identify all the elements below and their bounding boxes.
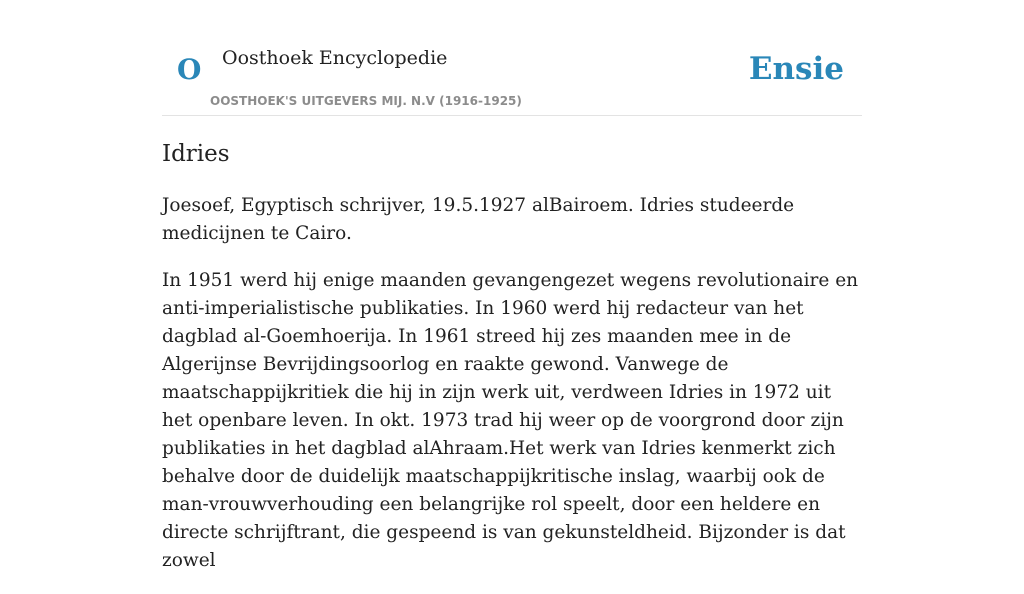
article-title: Idries (162, 141, 230, 167)
article-paragraph: Joesoef, Egyptisch schrijver, 19.5.1927 alBairoem. Idries studeerde medicijnen te Cairo. (162, 195, 795, 244)
article-paragraph: In 1951 werd hij enige maanden gevangengezet wegens revolutionaire en anti-imperialistische publikaties. In 1960 werd hij redacteur van het dagblad al-Goemhoerija. In 1961 streed hij zes maanden mee in de Algerijnse Bevrijdingsoorlog en raakte gewond. Vanwege de maatschappijkritiek die hij in zijn werk uit, verdween Idries in 1972 uit het openbare leven. In okt. 1973 trad hij weer op de voorgrond door zijn publikaties in het dagblad alAhraam.Het werk van Idries kenmerkt zich behalve door de duidelijk maatschappijkritische inslag, waarbij ook de man-vrouwverhouding een belangrijke rol speelt, door een heldere en directe schrijftrant, die gespeend is van gekunsteldheid. Bijzonder is dat zowel (162, 270, 859, 571)
article-body (162, 192, 862, 594)
brand-logo[interactable]: Ensie (748, 51, 844, 87)
source-title[interactable]: Oosthoek Encyclopedie (222, 47, 448, 69)
source-logo-icon[interactable]: O (177, 53, 202, 86)
publisher-label: OOSTHOEK'S UITGEVERS MIJ. N.V (1916-1925) (210, 94, 522, 108)
content-container (162, 0, 862, 571)
header (162, 0, 862, 116)
